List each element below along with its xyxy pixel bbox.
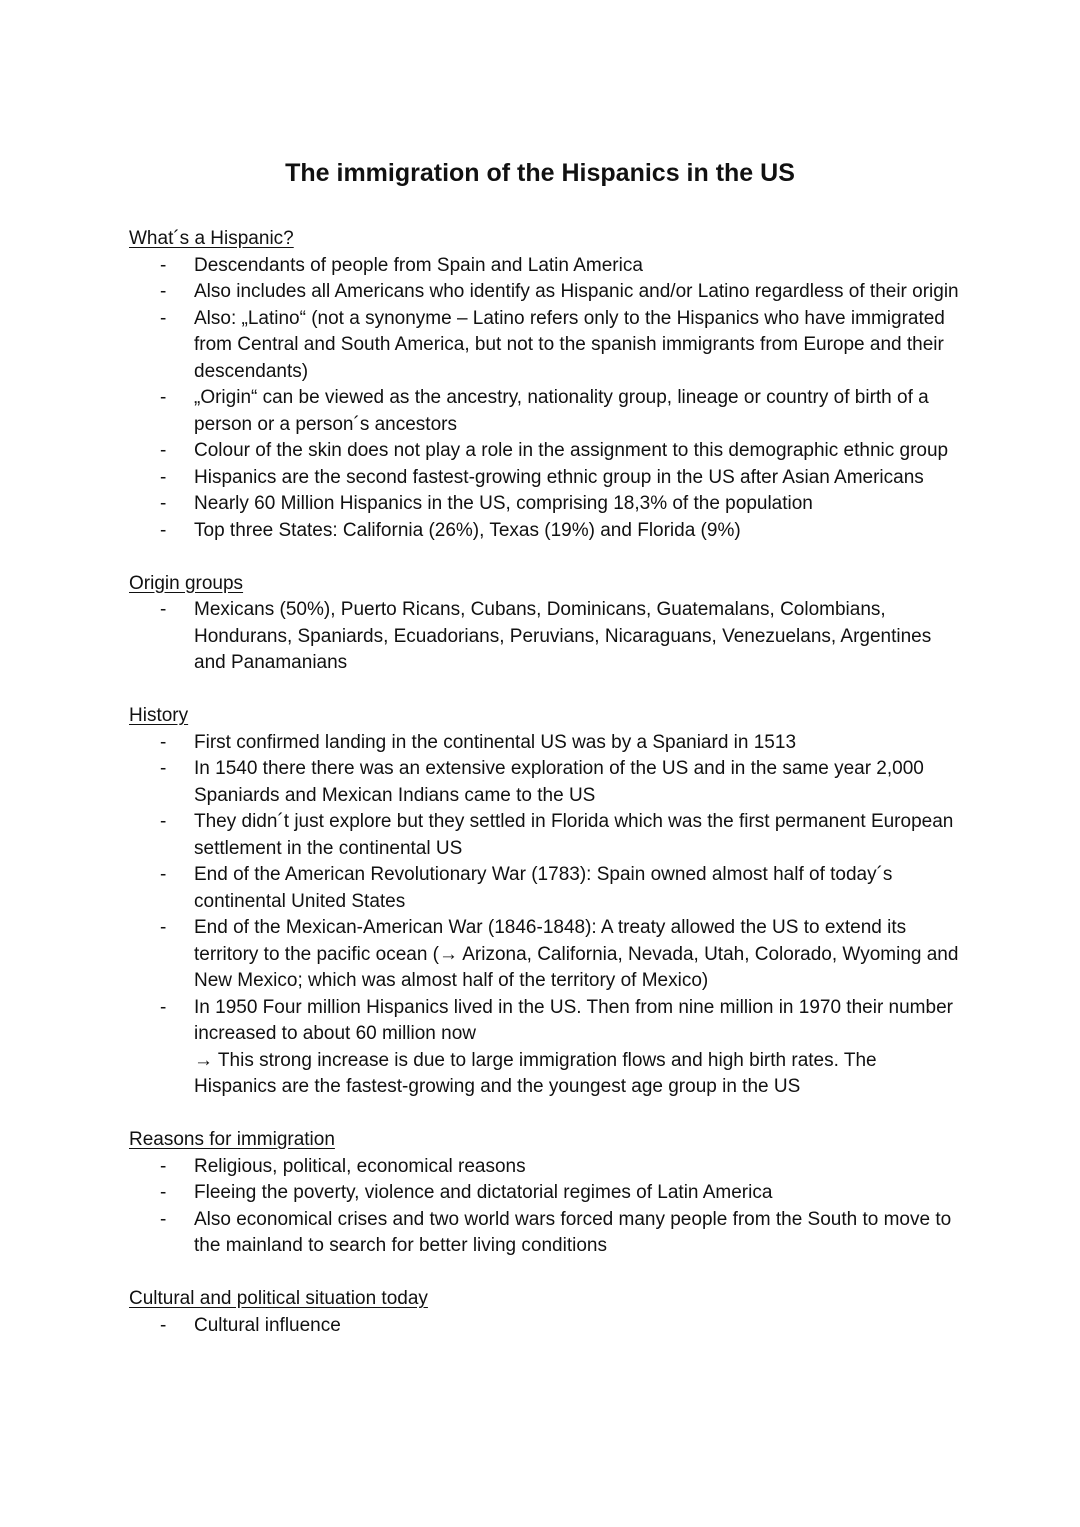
list-item: - Hispanics are the second fastest-growing ethnic group in the US after Asian Americans bbox=[129, 465, 959, 492]
list-item: - Top three States: California (26%), Texas (19%) and Florida (9%) bbox=[129, 518, 959, 545]
list-item-with-note bbox=[129, 995, 959, 1101]
section-heading: Cultural and political situation today bbox=[129, 1288, 428, 1309]
list-item: - Also: „Latino“ (not a synonyme – Latino refers only to the Hispanics who have immigrated from Central and South America, but not to the spanish immigrants from Europe and their descendants) bbox=[129, 306, 959, 386]
list-item: - Religious, political, economical reasons bbox=[129, 1154, 959, 1181]
list-item: - In 1540 there there was an extensive exploration of the US and in the same year 2,000 Spaniards and Mexican Indians came to the US bbox=[129, 756, 959, 809]
list-item: - Descendants of people from Spain and Latin America bbox=[129, 253, 959, 280]
list-item: - Also includes all Americans who identify as Hispanic and/or Latino regardless of their origin bbox=[129, 279, 959, 306]
bullet-list bbox=[129, 1154, 959, 1260]
list-item: - Also economical crises and two world wars forced many people from the South to move to the mainland to search for better living conditions bbox=[129, 1207, 959, 1260]
list-item: - End of the Mexican-American War (1846-1848): A treaty allowed the US to extend its territory to the pacific ocean (→ Arizona, California, Nevada, Utah, Colorado, Wyoming and New Mexico; which was almost half of the territory of Mexico) bbox=[129, 915, 959, 995]
list-item: - Mexicans (50%), Puerto Ricans, Cubans, Dominicans, Guatemalans, Colombians, Hondurans, Spaniards, Ecuadorians, Peruvians, Nicaraguans, Venezuelans, Argentines and Panamanians bbox=[129, 597, 959, 677]
list-item: - First confirmed landing in the continental US was by a Spaniard in 1513 bbox=[129, 730, 959, 757]
section-cultural-political-situation bbox=[129, 1286, 959, 1339]
list-item: - Fleeing the poverty, violence and dictatorial regimes of Latin America bbox=[129, 1180, 959, 1207]
section-heading: History bbox=[129, 705, 189, 726]
list-item: - Cultural influence bbox=[129, 1313, 959, 1340]
bullet-list bbox=[129, 253, 959, 545]
history-note: → This strong increase is due to large immigration flows and high birth rates. The Hispanics are the fastest-growing and the youngest age group in the US bbox=[194, 1049, 877, 1097]
section-heading: What´s a Hispanic? bbox=[129, 228, 294, 249]
section-heading: Reasons for immigration bbox=[129, 1129, 335, 1150]
section-whats-a-hispanic bbox=[129, 226, 959, 544]
section-heading: Origin groups bbox=[129, 572, 244, 594]
list-item: - End of the American Revolutionary War (1783): Spain owned almost half of today´s continental United States bbox=[129, 862, 959, 915]
list-item: - They didn´t just explore but they settled in Florida which was the first permanent European settlement in the continental US bbox=[129, 809, 959, 862]
list-item: - Nearly 60 Million Hispanics in the US, comprising 18,3% of the population bbox=[129, 491, 959, 518]
bullet-list bbox=[129, 730, 959, 1101]
list-item: - Colour of the skin does not play a role in the assignment to this demographic ethnic group bbox=[129, 438, 959, 465]
page-title: The immigration of the Hispanics in the US bbox=[285, 159, 795, 187]
list-item-text: In 1950 Four million Hispanics lived in the US. Then from nine million in 1970 their number increased to about 60 million now bbox=[194, 996, 953, 1044]
bullet-list bbox=[129, 1313, 959, 1340]
document-body bbox=[129, 226, 959, 1366]
section-history bbox=[129, 703, 959, 1101]
bullet-list bbox=[129, 597, 959, 677]
list-item: - „Origin“ can be viewed as the ancestry, nationality group, lineage or country of birth of a person or a person´s ancestors bbox=[129, 385, 959, 438]
section-reasons-for-immigration bbox=[129, 1127, 959, 1260]
section-origin-groups bbox=[129, 571, 959, 677]
